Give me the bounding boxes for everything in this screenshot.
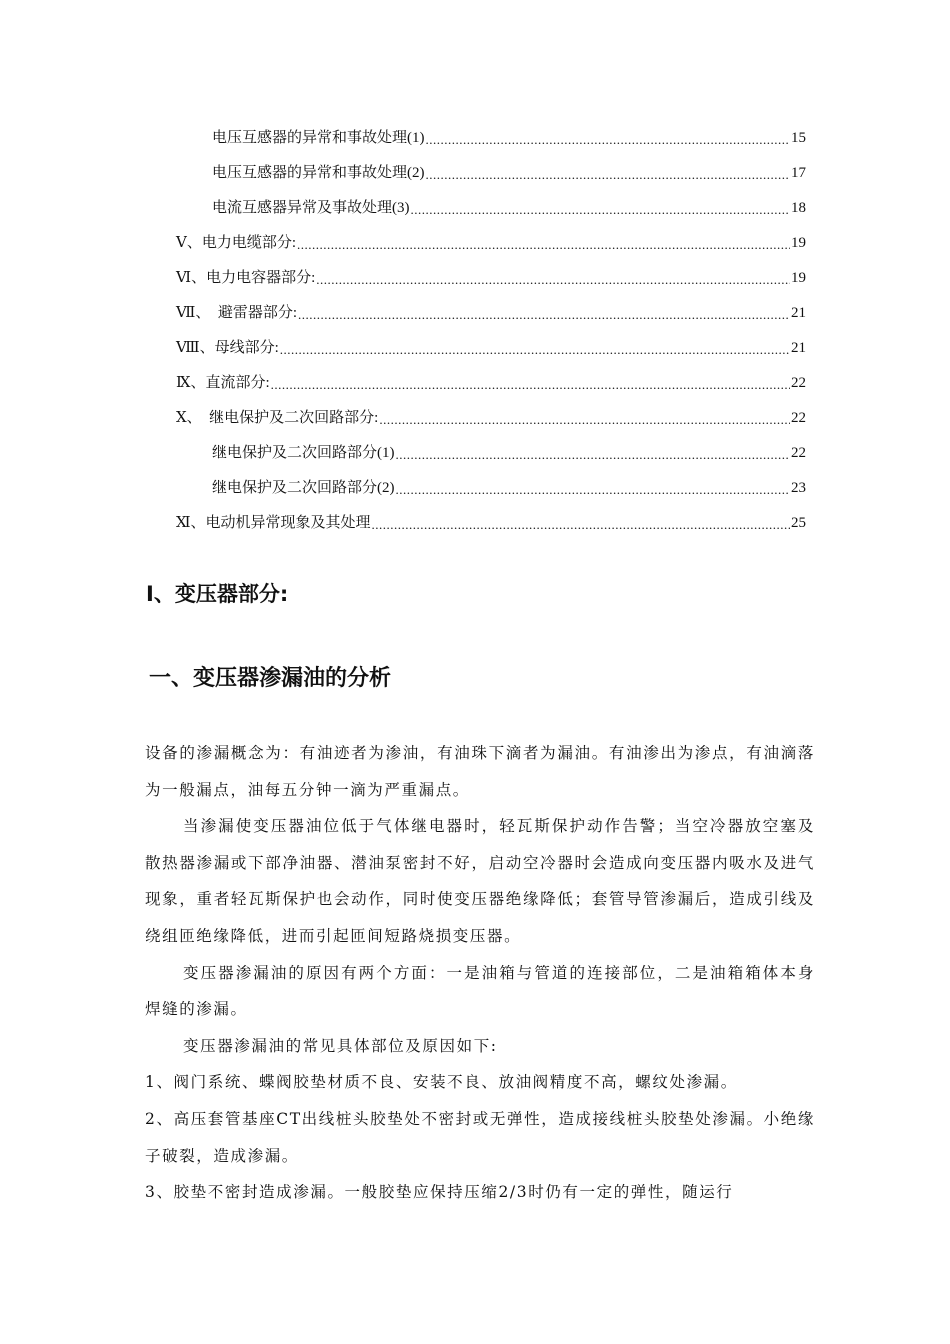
toc-dot-leader bbox=[396, 445, 791, 465]
toc-entry-title: 继电保护及二次回路部分(1) bbox=[212, 445, 395, 461]
toc-entry-page: 25 bbox=[791, 515, 806, 531]
toc-entry-page: 19 bbox=[791, 270, 806, 286]
toc-entry[interactable] bbox=[212, 161, 806, 185]
toc-entry-title: 电压互感器的异常和事故处理(2) bbox=[212, 165, 425, 181]
toc-entry-page: 18 bbox=[791, 200, 806, 216]
paragraph: 变压器渗漏油的原因有两个方面：一是油箱与管道的连接部位，二是油箱箱体本身焊缝的渗漏。 bbox=[145, 963, 815, 1019]
list-item: 3、胶垫不密封造成渗漏。一般胶垫应保持压缩2/3时仍有一定的弹性，随运行 bbox=[145, 1183, 734, 1202]
toc-entry-title: Ⅵ、电力电容器部分: bbox=[176, 270, 316, 286]
toc-entry-page: 23 bbox=[791, 480, 806, 496]
toc-entry-title: Ⅴ、电力电缆部分: bbox=[176, 235, 297, 251]
toc-entry-title: Ⅶ、 避雷器部分: bbox=[176, 305, 298, 321]
toc-entry-page: 17 bbox=[791, 165, 806, 181]
toc-dot-leader bbox=[297, 235, 790, 255]
toc-dot-leader bbox=[271, 375, 790, 395]
toc-entry[interactable] bbox=[176, 266, 806, 290]
toc-entry[interactable] bbox=[212, 441, 806, 465]
toc-entry-page: 22 bbox=[791, 445, 806, 461]
toc-entry[interactable] bbox=[176, 511, 806, 535]
toc-entry[interactable] bbox=[176, 231, 806, 255]
toc-entry-page: 22 bbox=[791, 410, 806, 426]
toc-entry[interactable] bbox=[212, 126, 806, 150]
toc-entry[interactable] bbox=[176, 301, 806, 325]
toc-dot-leader bbox=[280, 340, 790, 360]
toc-entry-title: 电流互感器异常及事故处理(3) bbox=[212, 200, 410, 216]
toc-dot-leader bbox=[372, 515, 790, 535]
toc-entry-title: Ⅺ、电动机异常现象及其处理 bbox=[176, 515, 371, 531]
toc-entry-page: 21 bbox=[791, 305, 806, 321]
section-heading: Ⅰ、变压器部分: bbox=[146, 582, 289, 606]
toc-entry-page: 21 bbox=[791, 340, 806, 356]
paragraph: 变压器渗漏油的常见具体部位及原因如下: bbox=[183, 1036, 498, 1055]
toc-dot-leader bbox=[316, 270, 790, 290]
toc-entry[interactable] bbox=[176, 371, 806, 395]
toc-dot-leader bbox=[298, 305, 790, 325]
paragraph: 设备的渗漏概念为：有油迹者为渗油，有油珠下滴者为漏油。有油渗出为渗点，有油滴落为一般漏点，油每五分钟一滴为严重漏点。 bbox=[145, 744, 815, 799]
toc-entry-title: Ⅸ、直流部分: bbox=[176, 375, 270, 391]
toc-dot-leader bbox=[396, 480, 791, 500]
toc-entry[interactable] bbox=[212, 476, 806, 500]
toc-entry-title: 电压互感器的异常和事故处理(1) bbox=[212, 130, 425, 146]
toc-dot-leader bbox=[426, 165, 791, 185]
toc-entry-title: 继电保护及二次回路部分(2) bbox=[212, 480, 395, 496]
toc-entry-title: Ⅹ、 继电保护及二次回路部分: bbox=[176, 410, 379, 426]
toc-dot-leader bbox=[426, 130, 791, 150]
list-item: 2、高压套管基座CT出线桩头胶垫处不密封或无弹性，造成接线桩头胶垫处渗漏。小绝缘子破裂，造成渗漏。 bbox=[145, 1109, 815, 1165]
toc-entry[interactable] bbox=[212, 196, 806, 220]
list-item: 1、阀门系统、蝶阀胶垫材质不良、安装不良、放油阀精度不高，螺纹处渗漏。 bbox=[145, 1073, 738, 1092]
toc-dot-leader bbox=[411, 200, 791, 220]
toc-dot-leader bbox=[379, 410, 790, 430]
toc-entry-page: 15 bbox=[791, 130, 806, 146]
paragraph: 当渗漏使变压器油位低于气体继电器时，轻瓦斯保护动作告警；当空冷器放空塞及散热器渗漏或下部净油器、潜油泵密封不好，启动空冷器时会造成向变压器内吸水及进气现象，重者轻瓦斯保护也会动作，同时使变压器绝缘降低；套管导管渗漏后，造成引线及绕组匝绝缘降低，进而引起匝间短路烧损变压器。 bbox=[145, 817, 815, 945]
subsection-heading: 一、变压器渗漏油的分析 bbox=[149, 666, 392, 691]
toc-entry[interactable] bbox=[176, 336, 806, 360]
toc-entry[interactable] bbox=[176, 406, 806, 430]
toc-entry-page: 22 bbox=[791, 375, 806, 391]
toc-entry-page: 19 bbox=[791, 235, 806, 251]
body-text bbox=[145, 735, 815, 1211]
toc-entry-title: Ⅷ、母线部分: bbox=[176, 340, 279, 356]
